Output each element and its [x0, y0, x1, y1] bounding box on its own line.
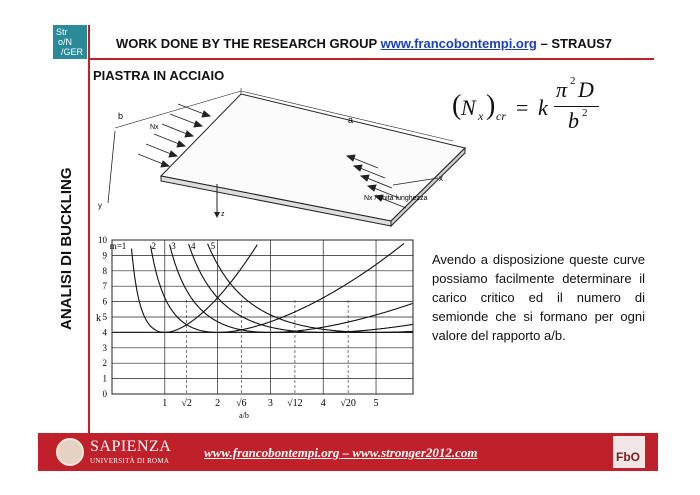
logo-line-1: Str [56, 27, 68, 37]
header-suffix: – STRAUS7 [540, 36, 613, 51]
formula-fraction-bar [554, 106, 599, 107]
y-tick-label: 2 [102, 358, 107, 369]
axis-y [108, 131, 115, 203]
header-link[interactable]: www.francobontempi.org [380, 36, 537, 51]
label-nx-left: Nx [150, 124, 159, 131]
x-axis-label: a/b [239, 411, 249, 420]
curve-label: 5 [210, 240, 216, 251]
label-y: y [98, 201, 102, 210]
header-divider [90, 58, 654, 60]
formula-k: k [538, 95, 548, 120]
y-tick-label: 9 [102, 250, 107, 261]
formula-paren-close: ) [486, 90, 496, 121]
y-tick-label: 10 [98, 235, 107, 245]
university-name: SAPIENZA [90, 438, 172, 455]
section-title: PIASTRA IN ACCIAIO [93, 68, 225, 83]
fbo-logo-text: FbO [616, 450, 640, 464]
formula-sub-x: x [478, 109, 484, 123]
label-x: x [439, 174, 443, 183]
curve-label: 2 [151, 240, 156, 251]
formula-sub-cr: cr [496, 109, 506, 123]
formula-exp-b: 2 [582, 107, 588, 119]
label-nx-unit: Nx / unità lunghezza [364, 195, 428, 202]
label-b: b [118, 111, 124, 121]
x-tick-label: √2 [181, 398, 192, 409]
footer-bar [38, 433, 658, 471]
formula-pi: π [556, 77, 568, 102]
y-tick-label: 4 [102, 327, 107, 338]
curve-label: 3 [171, 240, 176, 251]
plate-diagram [93, 86, 468, 231]
y-tick-label: 1 [102, 373, 107, 384]
logo-line-3: /GER [61, 47, 84, 57]
y-tick-label: 8 [102, 265, 107, 276]
side-label: ANALISI DI BUCKLING [58, 167, 75, 330]
curve-label: 4 [190, 240, 196, 251]
label-a: a [348, 115, 354, 125]
x-tick-label: √12 [287, 398, 303, 409]
curve-m-1 [132, 245, 258, 333]
curve-m-4 [189, 244, 413, 332]
x-tick-label: 3 [267, 398, 273, 409]
x-tick-label: √20 [340, 398, 356, 409]
header-title-text: WORK DONE BY THE RESEARCH GROUP [116, 36, 377, 51]
formula-paren-open: ( [452, 90, 462, 121]
formula-equals: = [516, 95, 529, 120]
critical-load-formula [452, 75, 622, 135]
y-tick-label: 3 [102, 342, 107, 353]
header-title [116, 36, 612, 51]
formula-D: D [578, 77, 594, 102]
fbo-logo [613, 436, 645, 468]
curve-m-2 [151, 240, 405, 332]
y-tick-label: 0 [102, 389, 107, 399]
y-tick-label: 6 [102, 296, 107, 307]
y-tick-label: 5 [102, 312, 107, 322]
x-tick-label: 4 [320, 398, 326, 409]
x-tick-label: 1 [162, 398, 168, 409]
label-z: z [221, 211, 225, 218]
x-tick-label: 2 [215, 398, 221, 409]
sapienza-seal-icon [56, 438, 84, 466]
y-axis-label: k [96, 313, 101, 324]
university-subtitle: UNIVERSITÀ DI ROMA [90, 457, 170, 465]
x-tick-label: 5 [373, 398, 379, 409]
buckling-chart [88, 232, 418, 425]
footer-links[interactable]: www.francobontempi.org – www.stronger2012.com [204, 445, 478, 460]
y-tick-label: 7 [102, 281, 107, 292]
curve-m-5 [208, 244, 413, 333]
x-tick-label: √6 [236, 398, 247, 409]
research-group-logo [53, 25, 87, 59]
formula-b: b [568, 108, 579, 133]
curve-label: m=1 [109, 240, 127, 251]
formula-N: N [461, 95, 476, 120]
description-text: Avendo a disposizione queste curve possiamo facilmente determinare il carico critico ed il numero di semionde che si formano per ogni valore del rapporto a/b. [432, 252, 645, 343]
logo-line-2: o/N [58, 37, 73, 47]
formula-exp-2: 2 [570, 75, 576, 87]
